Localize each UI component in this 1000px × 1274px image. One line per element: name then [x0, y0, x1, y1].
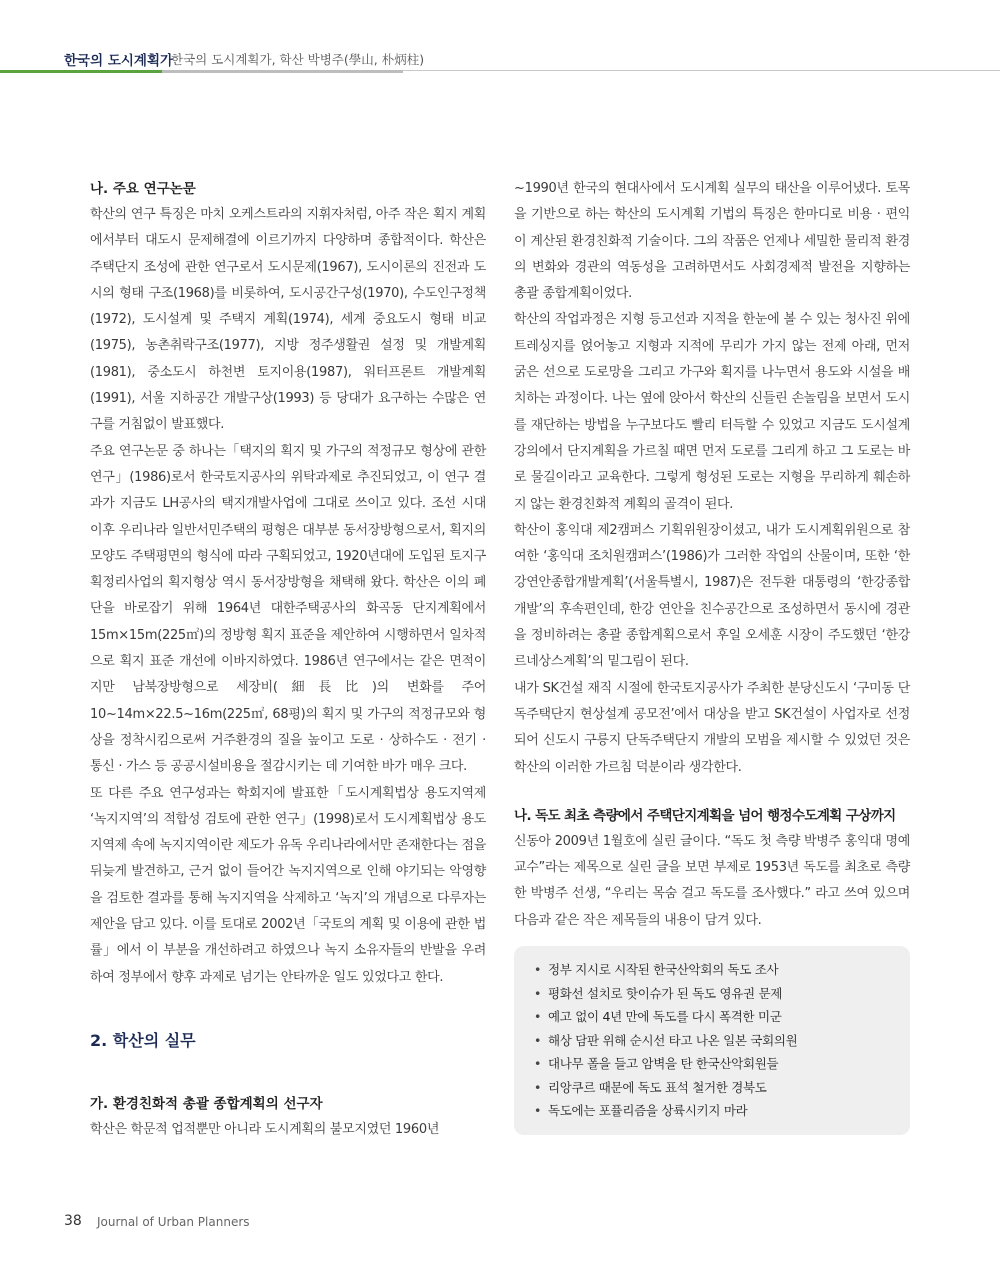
body-paragraph: 학산의 연구 특징은 마치 오케스트라의 지휘자처럼, 아주 작은 획지 계획에서부터 대도시 문제해결에 이르기까지 다양하며 종합적이다. 학산은 주택단지 조성에 관한 연구로서 도시문제(1967), 도시이론의 진전과 도시의 형태 구조(1968)를 비롯하여, 도시공간구성(1970), 수도인구정책(1972), 도시설계 및 주택지 계획(1974), 세계 중요도시 형태 비교(1975), 농촌취락구조(1977), 지방 정주생활권 설정 및 개발계획(1981), 중소도시 하천변 토지이용(1987), 워터프론트 개발계획(1991), 서울 지하공간 개발구상(1993) 등 당대가 요구하는 수많은 연구를 거침없이 발표했다. [90, 207, 486, 433]
section-heading: 나. 독도 최초 측량에서 주택단지계획을 넘어 행정수도계획 구상까지 [514, 807, 896, 824]
right-column [514, 176, 910, 1135]
body-paragraph: 내가 SK건설 재직 시절에 한국토지공사가 주최한 분당신도시 ‘구미동 단독주택단지 현상설계 공모전’에서 대상을 받고 SK건설이 사업자로 선정되어 신도시 구릉지 단독주택단지 개발의 모범을 제시할 수 있었던 것은 학산의 이러한 가르침 덕분이라 생각한다. [514, 680, 910, 775]
body-paragraph: 신동아 2009년 1월호에 실린 글이다. “독도 첫 측량 박병주 홍익대 명예교수”라는 제목으로 실린 글을 보면 부제로 1953년 독도를 최초로 측량한 박병주 선생, “우리는 목숨 걸고 독도를 조사했다.” 라고 쓰여 있으며 다음과 같은 작은 제목들의 내용이 담겨 있다. [514, 833, 910, 928]
left-column [90, 176, 486, 1143]
chapter-heading: 2. 학산의 실무 [90, 1030, 196, 1050]
list-item: • 리앙쿠르 때문에 독도 표석 철거한 경북도 [534, 1076, 892, 1100]
journal-name: Journal of Urban Planners [97, 1215, 250, 1229]
list-item: • 예고 없이 4년 만에 독도를 다시 폭격한 미군 [534, 1005, 892, 1029]
header-title: 한국의 도시계획가 [64, 53, 174, 69]
list-item: • 대나무 폴을 들고 암벽을 탄 한국산악회원들 [534, 1052, 892, 1076]
body-paragraph: 주요 연구논문 중 하나는「택지의 획지 및 가구의 적정규모 형상에 관한 연구」(1986)로서 한국토지공사의 위탁과제로 추진되었고, 이 연구 결과가 지금도 LH공사의 택지개발사업에 그대로 쓰이고 있다. 조선 시대 이후 우리나라 일반서민주택의 평형은 대부분 동서장방형으로서, 획지의 모양도 주택평면의 형식에 따라 구획되었고, 1920년대에 도입된 토지구획정리사업의 획지형상 역시 동서장방형을 채택해 왔다. 학산은 이의 폐단을 바로잡기 위해 1964년 대한주택공사의 화곡동 단지계획에서 15m×15m(225㎡)의 정방형 획지 표준을 제안하여 시행하면서 일차적으로 획지 표준 개선에 이바지하였다. 1986년 연구에서는 같은 면적이지만 남북장방형으로 세장비(細長比)의 변화를 주어 10~14m×22.5~16m(225㎡, 68평)의 획지 및 가구의 적정규모와 형상을 정착시킴으로써 거주환경의 질을 높이고 도로 · 상하수도 · 전기 · 통신 · 가스 등 공공시설비용을 절감시키는 데 기여한 바가 매우 크다. [90, 443, 486, 775]
section-heading: 나. 주요 연구논문 [90, 181, 196, 197]
header-rule-thin [403, 70, 1000, 71]
body-paragraph: ~1990년 한국의 현대사에서 도시계획 실무의 태산을 이루어냈다. 토목을 기반으로 하는 학산의 도시계획 기법의 특징은 한마디로 비용 · 편익이 계산된 환경친화적 기술이다. 그의 작품은 언제나 세밀한 물리적 환경의 변화와 경관의 역동성을 고려하면서도 사회경제적 발전을 지향하는 총괄 종합계획이었다. [514, 181, 910, 302]
body-paragraph: 학산이 홍익대 제2캠퍼스 기획위원장이셨고, 내가 도시계획위원으로 참여한 ‘홍익대 조치원캠퍼스’(1986)가 그러한 작업의 산물이며, 또한 ‘한강연안종합개발계획’(서울특별시, 1987)은 전두환 대통령의 ‘한강종합개발’의 후속편인데, 한강 연안을 친수공간으로 조성하면서 동시에 경관을 정비하려는 총괄 종합계획으로서 후일 오세훈 시장이 주도했던 ‘한강 르네상스계획’의 밑그림이 된다. [514, 522, 910, 670]
section-heading: 가. 환경친화적 총괄 종합계획의 선구자 [90, 1095, 323, 1112]
page-number: 38 [64, 1213, 82, 1229]
list-item: • 해상 담판 위해 순시선 타고 나온 일본 국회의원 [534, 1029, 892, 1053]
body-paragraph: 또 다른 주요 연구성과는 학회지에 발표한「도시계획법상 용도지역제 ‘녹지지역’의 적합성 검토에 관한 연구」(1998)로서 도시계획법상 용도지역제 속에 녹지지역이란 제도가 유독 우리나라에서만 존재한다는 점을 뒤늦게 발견하고, 근거 없이 들어간 녹지지역으로 인해 야기되는 악영향을 검토한 결과를 통해 녹지지역을 삭제하고 ‘녹지’의 개념으로 다루자는 제안을 담고 있다. 이를 토대로 2002년「국토의 계획 및 이용에 관한 법률」에서 이 부분을 개선하려고 하였으나 녹지 소유자들의 반발을 우려하여 정부에서 향후 과제로 넘기는 안타까운 일도 있었다고 한다. [90, 785, 486, 985]
subtitle-list [534, 958, 892, 1123]
body-paragraph: 학산은 학문적 업적뿐만 아니라 도시계획의 불모지였던 1960년 [90, 1121, 440, 1137]
list-item: • 정부 지시로 시작된 한국산악회의 독도 조사 [534, 958, 892, 982]
header-accent-rule [0, 70, 162, 73]
list-item: • 평화선 설치로 핫이슈가 된 독도 영유권 문제 [534, 982, 892, 1006]
body-paragraph: 학산의 작업과정은 지형 등고선과 지적을 한눈에 볼 수 있는 청사진 위에 트레싱지를 얹어놓고 지형과 지적에 무리가 가지 않는 전제 아래, 먼저 굵은 선으로 도로망을 그리고 가구와 획지를 나누면서 용도와 시설을 배치하는 과정이다. 나는 옆에 앉아서 학산의 신들린 손놀림을 보면서 도시를 재단하는 방법을 누구보다도 빨리 터득할 수 있었고 지금도 도시설계 강의에서 단지계획을 가르칠 때면 먼저 도로를 그리게 하고 그 도로는 바로 물길이라고 교육한다. 그렇게 형성된 도로는 지형을 무리하게 훼손하지 않는 환경친화적 계획의 골격이 된다. [514, 312, 910, 512]
subtitle-box [514, 946, 910, 1135]
header-subtitle: 한국의 도시계획가, 학산 박병주(學山, 朴炳柱) [171, 52, 425, 67]
list-item: • 독도에는 포퓰리즘을 상륙시키지 마라 [534, 1099, 892, 1123]
